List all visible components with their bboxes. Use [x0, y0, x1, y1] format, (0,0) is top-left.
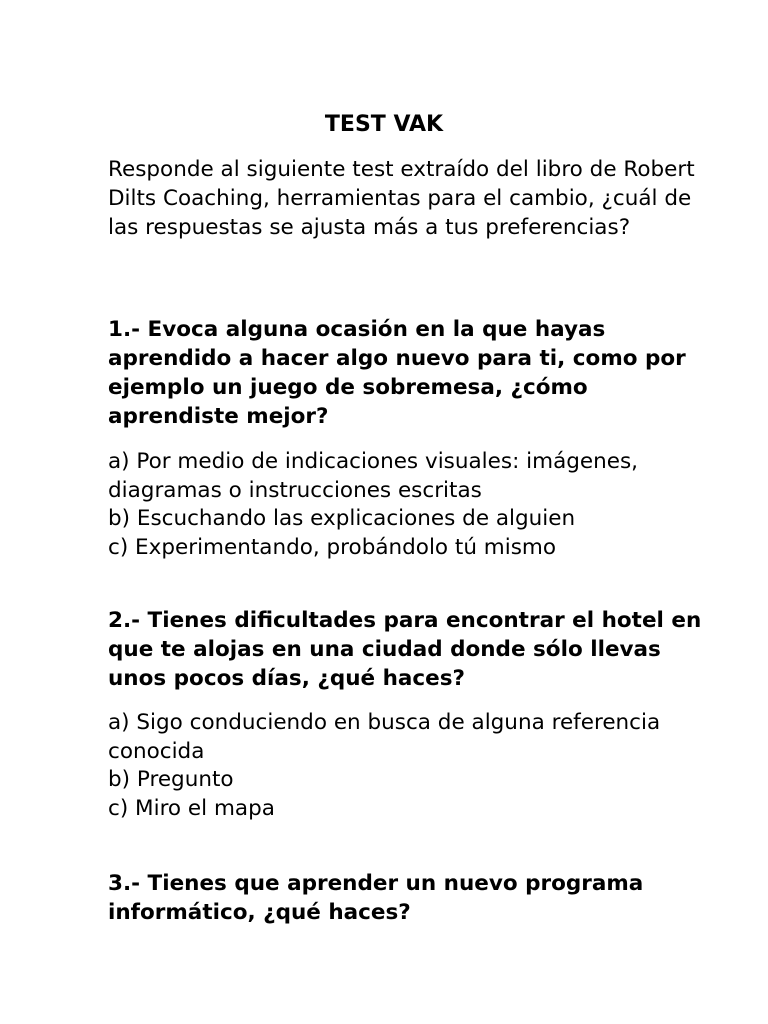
answer-1a: a) Por medio de indicaciones visuales: imágenes, diagramas o instrucciones escritas: [108, 449, 639, 503]
question-1-answers: [108, 448, 708, 562]
intro-paragraph: Responde al siguiente test extraído del libro de Robert Dilts Coaching, herramientas para el cambio, ¿cuál de las respuestas se ajusta más a tus preferencias?: [108, 157, 695, 240]
question-3: 3.- Tienes que aprender un nuevo programa informático, ¿qué haces?: [108, 871, 644, 925]
question-2-answers: [108, 709, 708, 823]
answer-2a: a) Sigo conduciendo en busca de alguna referencia conocida: [108, 710, 661, 764]
question-1: 1.- Evoca alguna ocasión en la que hayas aprendido a hacer algo nuevo para ti, como por ejemplo un juego de sobremesa, ¿cómo aprendiste mejor?: [108, 317, 686, 429]
page-title: TEST VAK: [324, 112, 444, 137]
answer-2c: c) Miro el mapa: [108, 795, 275, 821]
answer-2b: b) Pregunto: [108, 767, 234, 792]
answer-1c: c) Experimentando, probándolo tú mismo: [108, 534, 557, 560]
answer-1b: b) Escuchando las explicaciones de alguien: [108, 506, 576, 531]
question-2: 2.- Tienes dificultades para encontrar el hotel en que te alojas en una ciudad donde sólo llevas unos pocos días, ¿qué haces?: [108, 608, 702, 691]
